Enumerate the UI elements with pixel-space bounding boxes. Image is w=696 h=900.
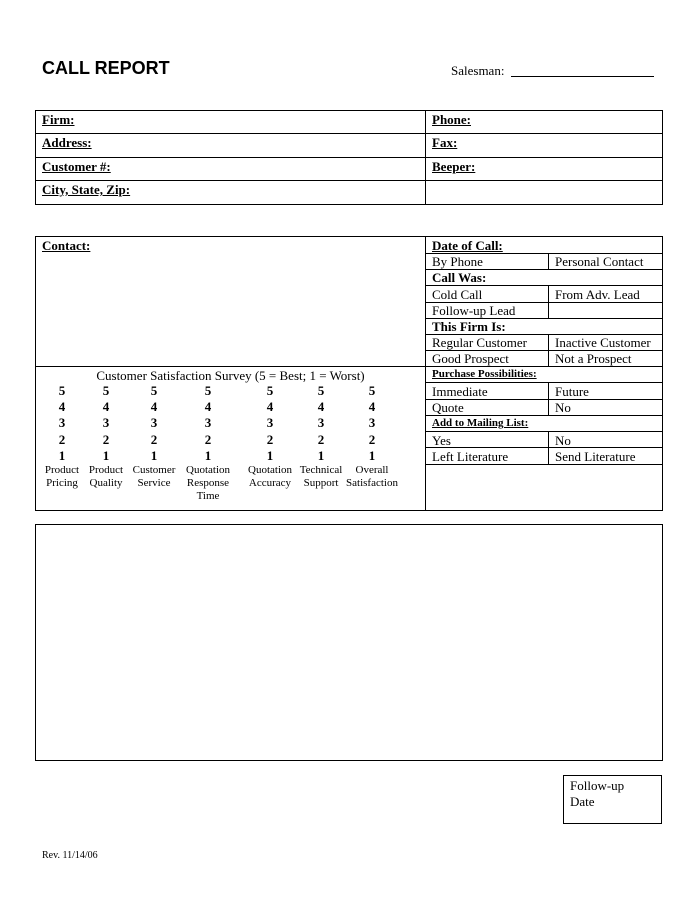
rating-2-col-7[interactable]: 2 bbox=[368, 432, 376, 447]
rating-1-col-3[interactable]: 1 bbox=[150, 448, 158, 463]
rating-1-col-6[interactable]: 1 bbox=[317, 448, 325, 463]
fax-label[interactable]: Fax: bbox=[432, 135, 458, 150]
rating-1-col-5[interactable]: 1 bbox=[266, 448, 274, 463]
survey-category bbox=[176, 464, 240, 503]
rating-1-col-1[interactable]: 1 bbox=[58, 448, 66, 463]
survey-category-line: Product bbox=[88, 464, 124, 476]
purchase-possibilities-label: Purchase Possibilities: bbox=[432, 368, 537, 380]
rating-4-col-5[interactable]: 4 bbox=[266, 399, 274, 414]
rating-5-col-3[interactable]: 5 bbox=[150, 383, 158, 398]
salesman-label: Salesman: bbox=[451, 63, 505, 78]
rating-4-col-4[interactable]: 4 bbox=[204, 399, 212, 414]
call-was-label: Call Was: bbox=[432, 270, 487, 285]
send-literature-option[interactable]: Send Literature bbox=[555, 449, 636, 464]
address-label[interactable]: Address: bbox=[42, 135, 92, 150]
phone-label[interactable]: Phone: bbox=[432, 112, 471, 127]
survey-category bbox=[340, 464, 404, 490]
revision-text: Rev. 11/14/06 bbox=[42, 850, 98, 861]
rating-1-col-2[interactable]: 1 bbox=[102, 448, 110, 463]
add-to-mailing-list-label: Add to Mailing List: bbox=[432, 417, 529, 429]
rating-3-col-7[interactable]: 3 bbox=[368, 415, 376, 430]
survey-category-line: Quotation bbox=[186, 464, 230, 476]
rating-5-col-1[interactable]: 5 bbox=[58, 383, 66, 398]
rating-3-col-6[interactable]: 3 bbox=[317, 415, 325, 430]
rating-5-col-2[interactable]: 5 bbox=[102, 383, 110, 398]
rating-4-col-3[interactable]: 4 bbox=[150, 399, 158, 414]
from-adv-lead-option[interactable]: From Adv. Lead bbox=[555, 287, 640, 302]
rating-3-col-4[interactable]: 3 bbox=[204, 415, 212, 430]
rating-1-col-7[interactable]: 1 bbox=[368, 448, 376, 463]
good-prospect-option[interactable]: Good Prospect bbox=[432, 351, 509, 366]
salesman-field[interactable] bbox=[511, 76, 654, 77]
rating-5-col-5[interactable]: 5 bbox=[266, 383, 274, 398]
rating-4-col-2[interactable]: 4 bbox=[102, 399, 110, 414]
survey-category-line: Service bbox=[137, 477, 171, 489]
rating-2-col-2[interactable]: 2 bbox=[102, 432, 110, 447]
rating-2-col-3[interactable]: 2 bbox=[150, 432, 158, 447]
yes-mailing-option[interactable]: Yes bbox=[432, 433, 451, 448]
date-label: Date bbox=[570, 794, 595, 809]
survey-category-line: Customer bbox=[132, 464, 176, 476]
firm-label[interactable]: Firm: bbox=[42, 112, 75, 127]
survey-category-line: Support bbox=[303, 477, 339, 489]
survey-category-line: Quotation bbox=[248, 464, 292, 476]
rating-5-col-6[interactable]: 5 bbox=[317, 383, 325, 398]
rating-2-col-6[interactable]: 2 bbox=[317, 432, 325, 447]
rating-5-col-4[interactable]: 5 bbox=[204, 383, 212, 398]
rating-3-col-1[interactable]: 3 bbox=[58, 415, 66, 430]
followup-label: Follow-up bbox=[570, 778, 625, 793]
not-a-prospect-option[interactable]: Not a Prospect bbox=[555, 351, 632, 366]
rating-2-col-4[interactable]: 2 bbox=[204, 432, 212, 447]
city-state-zip-label[interactable]: City, State, Zip: bbox=[42, 182, 131, 197]
cold-call-option[interactable]: Cold Call bbox=[432, 287, 483, 302]
rating-3-col-5[interactable]: 3 bbox=[266, 415, 274, 430]
left-literature-option[interactable]: Left Literature bbox=[432, 449, 509, 464]
future-option[interactable]: Future bbox=[555, 384, 589, 399]
no-mailing-option[interactable]: No bbox=[555, 433, 571, 448]
survey-category-line: Accuracy bbox=[248, 477, 292, 489]
survey-category-line: Overall bbox=[355, 464, 389, 476]
personal-contact-option[interactable]: Personal Contact bbox=[555, 254, 644, 269]
survey-title: Customer Satisfaction Survey (5 = Best; 1 = Worst) bbox=[96, 368, 365, 383]
survey-category-line: Response bbox=[186, 477, 230, 489]
customer-number-label[interactable]: Customer #: bbox=[42, 159, 111, 174]
regular-customer-option[interactable]: Regular Customer bbox=[432, 335, 527, 350]
date-of-call-label[interactable]: Date of Call: bbox=[432, 238, 503, 253]
this-firm-is-label: This Firm Is: bbox=[432, 319, 506, 334]
inactive-customer-option[interactable]: Inactive Customer bbox=[555, 335, 651, 350]
rating-4-col-6[interactable]: 4 bbox=[317, 399, 325, 414]
page-title: CALL REPORT bbox=[42, 58, 170, 78]
rating-3-col-3[interactable]: 3 bbox=[150, 415, 158, 430]
rating-4-col-7[interactable]: 4 bbox=[368, 399, 376, 414]
rating-2-col-5[interactable]: 2 bbox=[266, 432, 274, 447]
no-quote-option[interactable]: No bbox=[555, 400, 571, 415]
survey-category-line: Product bbox=[44, 464, 80, 476]
rating-5-col-7[interactable]: 5 bbox=[368, 383, 376, 398]
survey-category-line: Quality bbox=[89, 477, 123, 489]
notes-area[interactable] bbox=[35, 524, 663, 761]
rating-1-col-4[interactable]: 1 bbox=[204, 448, 212, 463]
quote-option[interactable]: Quote bbox=[432, 400, 464, 415]
by-phone-option[interactable]: By Phone bbox=[432, 254, 483, 269]
followup-lead-option[interactable]: Follow-up Lead bbox=[432, 303, 516, 318]
beeper-label[interactable]: Beeper: bbox=[432, 159, 476, 174]
survey-category-line: Time bbox=[196, 490, 220, 502]
immediate-option[interactable]: Immediate bbox=[432, 384, 488, 399]
survey-category-line: Satisfaction bbox=[346, 477, 398, 489]
survey-category-line: Pricing bbox=[46, 477, 78, 489]
rating-2-col-1[interactable]: 2 bbox=[58, 432, 66, 447]
contact-label[interactable]: Contact: bbox=[42, 238, 91, 253]
rating-4-col-1[interactable]: 4 bbox=[58, 399, 66, 414]
rating-3-col-2[interactable]: 3 bbox=[102, 415, 110, 430]
survey-category-line: Technical bbox=[299, 464, 343, 476]
